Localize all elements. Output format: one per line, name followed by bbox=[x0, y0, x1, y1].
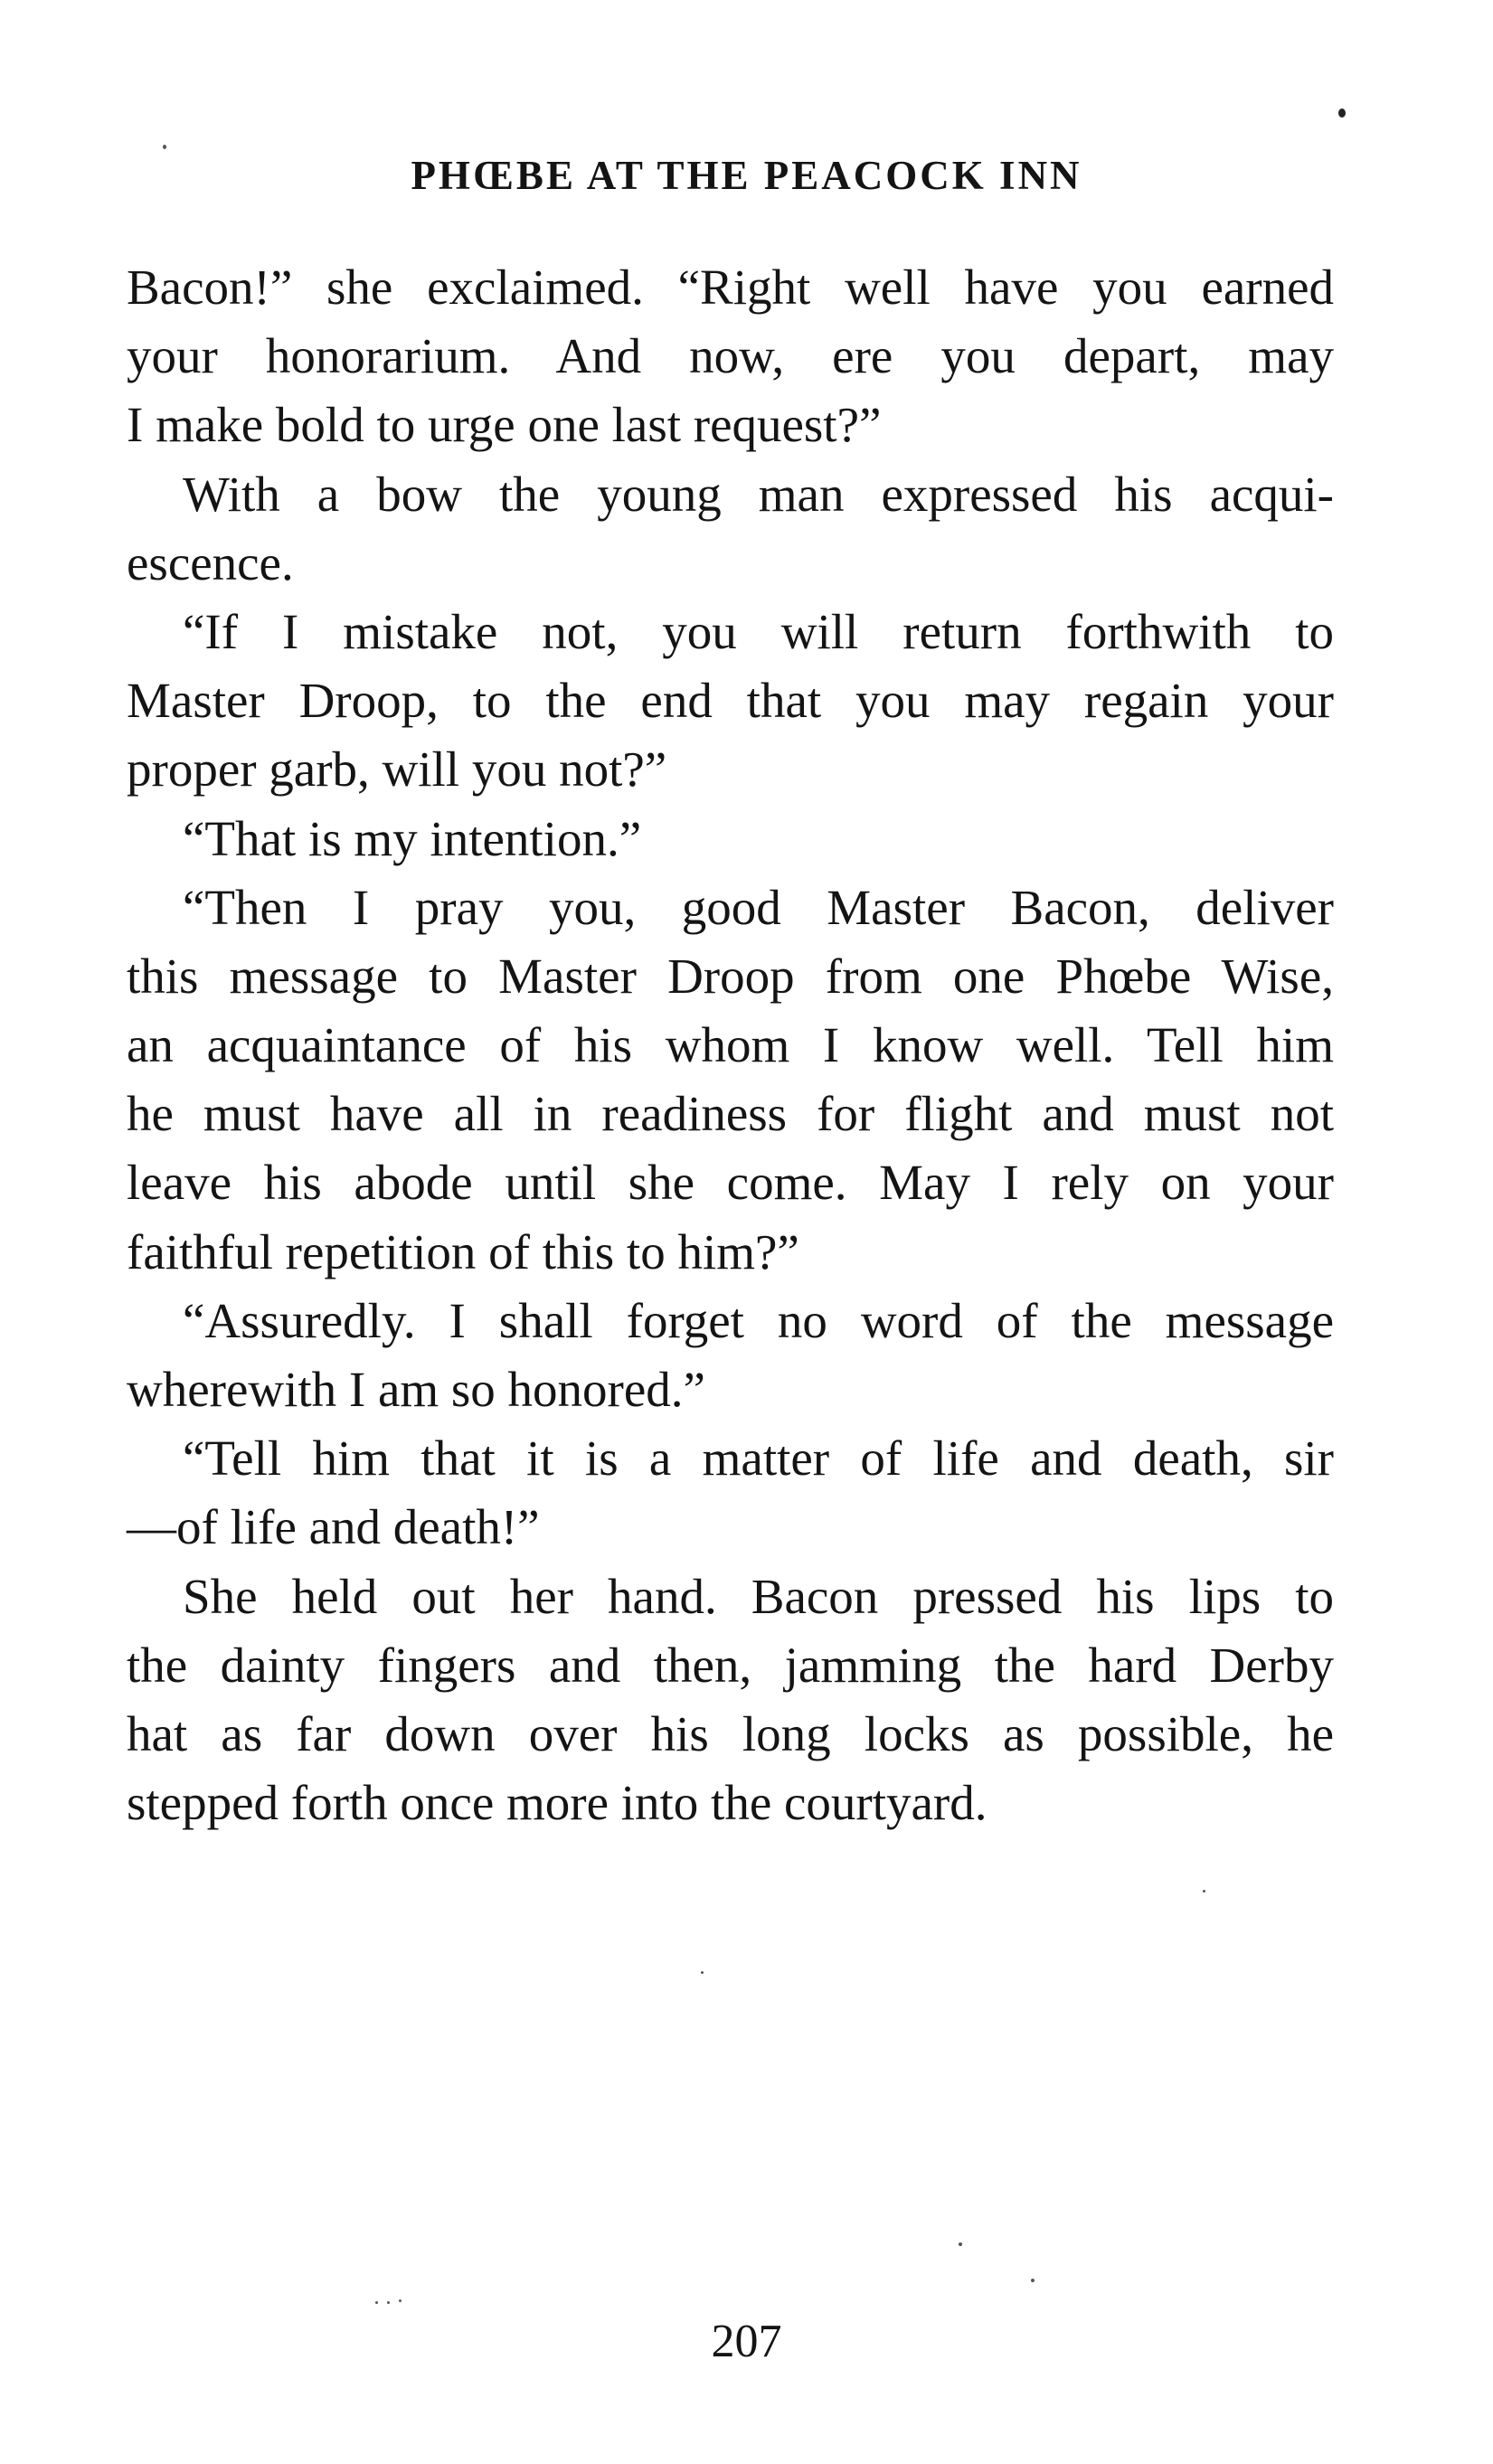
body-text bbox=[127, 253, 1334, 1837]
text-line: “Then I pray you, good Master Bacon, deliver bbox=[183, 879, 1334, 935]
text-line: Bacon!” she exclaimed. “Right well have you earned bbox=[127, 260, 1334, 315]
text-line: he must have all in readiness for flight and must not bbox=[127, 1086, 1334, 1142]
text-line: wherewith I am so honored.” bbox=[127, 1362, 705, 1417]
paper-speck bbox=[387, 2301, 390, 2304]
page-number: 207 bbox=[711, 2316, 782, 2367]
text-line: proper garb, will you not?” bbox=[127, 741, 667, 798]
text-line: —of life and death!” bbox=[127, 1499, 540, 1555]
paper-speck bbox=[701, 1971, 704, 1974]
paper-speck bbox=[399, 2299, 402, 2302]
text-line: “Assuredly. I shall forget no word of the message bbox=[183, 1292, 1334, 1348]
paper-speck bbox=[959, 2242, 962, 2246]
text-line: She held out her hand. Bacon pressed his lips to bbox=[183, 1568, 1334, 1624]
text-line: an acquaintance of his whom I know well. Tell him bbox=[127, 1017, 1334, 1073]
paper-speck bbox=[1203, 1890, 1205, 1893]
text-line: “Tell him that it is a matter of life and death, sir bbox=[183, 1430, 1334, 1487]
text-line: With a bow the young man expressed his acqui- bbox=[183, 466, 1334, 522]
text-line: “That is my intention.” bbox=[183, 810, 642, 866]
text-line: stepped forth once more into the courtyard. bbox=[127, 1775, 987, 1831]
text-line: “If I mistake not, you will return forthwith to bbox=[183, 603, 1334, 659]
paper-speck bbox=[163, 145, 166, 149]
paper-speck bbox=[1031, 2279, 1035, 2282]
running-head: PHŒBE AT THE PEACOCK INN bbox=[411, 153, 1082, 198]
text-line: Master Droop, to the end that you may regain your bbox=[127, 673, 1334, 729]
text-line: your honorarium. And now, ere you depart, may bbox=[127, 328, 1334, 384]
text-line: escence. bbox=[127, 534, 294, 590]
text-line: the dainty fingers and then, jamming the hard Derby bbox=[127, 1637, 1334, 1693]
text-line: I make bold to urge one last request?” bbox=[127, 397, 882, 453]
paper-speck bbox=[1338, 109, 1346, 118]
text-line: this message to Master Droop from one Phœbe Wise, bbox=[127, 948, 1334, 1004]
text-line: leave his abode until she come. May I rely on your bbox=[127, 1155, 1334, 1211]
text-line: hat as far down over his long locks as possible, he bbox=[127, 1705, 1334, 1761]
paper-speck bbox=[375, 2301, 378, 2304]
text-line: faithful repetition of this to him?” bbox=[127, 1223, 799, 1279]
